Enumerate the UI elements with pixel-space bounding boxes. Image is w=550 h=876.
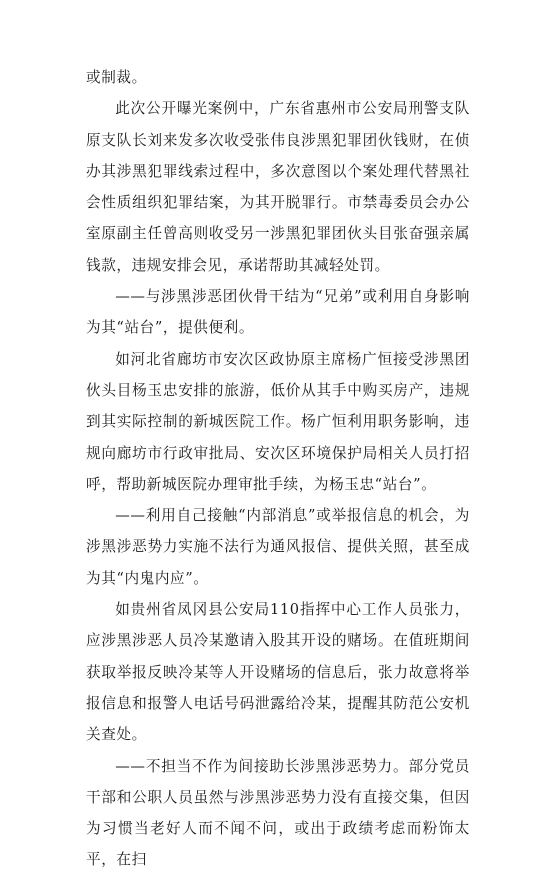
paragraph-2: 此次公开曝光案例中，广东省惠州市公安局刑警支队原支队长刘来发多次收受张伟良涉黑犯罪团伙钱财，在侦办其涉黑犯罪线索过程中，多次意图以个案处理代替黑社会性质组织犯罪结案，为其开脱罪行。市禁毒委员会办公室原副主任曾高则收受另一涉黑犯罪团伙头目张奋强亲属钱款，违规安排会见，承诺帮助其减轻处罚。 bbox=[86, 100, 470, 274]
paragraph-5: ——利用自己接触“内部消息”或举报信息的机会，为涉黑涉恶势力实施不法行为通风报信、提供关照，甚至成为其“内鬼内应”。 bbox=[86, 507, 470, 587]
paragraph-4: 如河北省廊坊市安次区政协原主席杨广恒接受涉黑团伙头目杨玉忠安排的旅游，低价从其手中购买房产，违规到其实际控制的新城医院工作。杨广恒利用职务影响，违规向廊坊市行政审批局、安次区环境保护局相关人员打招呼，帮助新城医院办理审批手续，为杨玉忠“站台”。 bbox=[86, 350, 470, 493]
paragraph-1: 或制裁。 bbox=[86, 69, 147, 86]
paragraph-6: 如贵州省凤冈县公安局110指挥中心工作人员张力，应涉黑涉恶人员冷某邀请入股其开设的赌场。在值班期间获取举报反映冷某等人开设赌场的信息后，张力故意将举报信息和报警人电话号码泄露给冷某，提醒其防范公安机关查处。 bbox=[86, 601, 470, 744]
paragraph-3: ——与涉黑涉恶团伙骨干结为“兄弟”或利用自身影响为其“站台”，提供便利。 bbox=[86, 288, 470, 337]
document-body bbox=[86, 62, 470, 876]
paragraph-7: ——不担当不作为间接助长涉黑涉恶势力。部分党员干部和公职人员虽然与涉黑涉恶势力没有直接交集，但因为习惯当老好人而不闻不问，或出于政绩考虑而粉饰太平，在扫 bbox=[86, 757, 470, 869]
